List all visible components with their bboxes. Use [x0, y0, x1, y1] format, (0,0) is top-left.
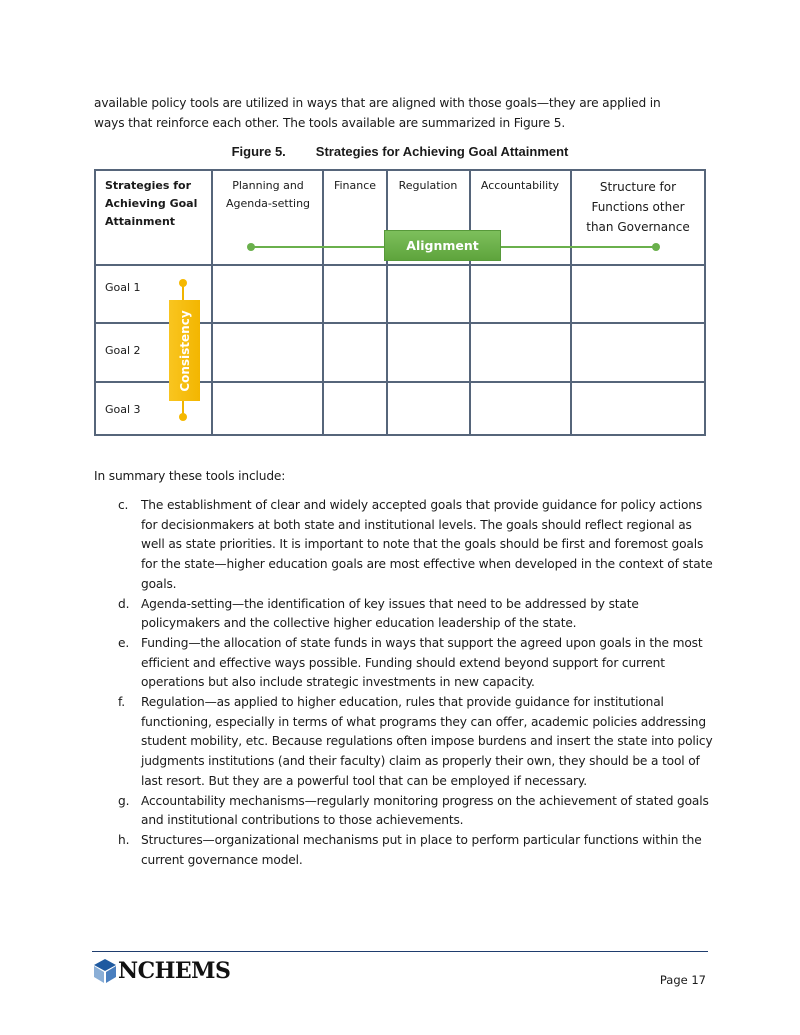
list-marker: e.: [118, 635, 130, 650]
list-item: [94, 595, 714, 634]
list-marker: c.: [118, 498, 129, 512]
consistency-box: [169, 300, 200, 401]
list-marker: f.: [118, 695, 125, 710]
list-item: [94, 792, 714, 831]
header-accountability: Accountability: [480, 179, 560, 192]
list-marker: g.: [118, 793, 130, 808]
intro-paragraph: [94, 93, 714, 133]
list-item-text: Regulation—as applied to higher education, rules that provide guidance for institutional functioning, especially in terms of what programs they can offer, academic policies addressing student mobility, etc. Because regulations often impose burdens and insert the state into policy judgments institutions (and their faculty) claim as properly their own, they should be a tool of last resort. But they are a powerful tool that can be employed if necessary.: [141, 695, 713, 788]
logo-text: NCHEMS: [118, 958, 231, 984]
figure-number: Figure 5.: [231, 144, 286, 159]
table-divider: [96, 264, 704, 266]
header-finance: Finance: [333, 179, 377, 192]
table-divider: [322, 171, 324, 434]
alignment-label: Alignment: [384, 230, 501, 261]
summary-lead: In summary these tools include:: [94, 469, 286, 483]
footer-divider: [92, 951, 708, 952]
figure-caption: Strategies for Achieving Goal Attainment: [315, 144, 569, 159]
alignment-end-dot: [652, 243, 660, 251]
consistency-end-dot: [179, 413, 187, 421]
page-number: Page 17: [659, 973, 706, 987]
summary-list: [94, 496, 714, 870]
strategies-table: [94, 169, 706, 436]
intro-line-1: available policy tools are utilized in ways that are aligned with those goals—they are applied in: [94, 96, 661, 110]
header-planning: Planning and Agenda-setting: [225, 179, 311, 210]
list-item-text: Agenda-setting—the identification of key issues that need to be addressed by state policymakers and the collective higher education leadership of the state.: [141, 596, 639, 631]
figure-title: [0, 144, 800, 159]
list-marker: h.: [118, 832, 130, 847]
goal-2-label: Goal 2: [105, 344, 141, 357]
list-item-text: Funding—the allocation of state funds in ways that support the agreed upon goals in the most efficient and effective ways possible. Funding should extend beyond support for current operations but also include strategic investments in new capacity.: [141, 635, 703, 690]
intro-line-2: ways that reinforce each other. The tools available are summarized in Figure 5.: [94, 116, 566, 130]
consistency-label: Consistency: [177, 309, 192, 392]
goal-1-label: Goal 1: [105, 281, 141, 294]
table-divider: [386, 171, 388, 434]
header-strategies: Strategies for Achieving Goal Attainment: [105, 179, 198, 228]
list-item: [94, 693, 714, 792]
list-item-text: The establishment of clear and widely accepted goals that provide guidance for policy actions for decisionmakers at both state and institutional levels. The goals should reflect regional as well as state priorities. It is important to note that the goals should be first and foremost goals for the state—higher education goals are most effective when developed in the context of state goals.: [141, 498, 713, 591]
list-item: [94, 831, 714, 870]
cube-icon: [93, 958, 117, 984]
list-item: [94, 496, 714, 595]
consistency-start-dot: [179, 279, 187, 287]
nchems-logo: [93, 958, 230, 984]
list-marker: d.: [118, 596, 130, 611]
list-item-text: Structures—organizational mechanisms put in place to perform particular functions within the current governance model.: [141, 832, 702, 867]
header-regulation: Regulation: [398, 179, 458, 192]
goal-3-label: Goal 3: [105, 403, 141, 416]
list-item-text: Accountability mechanisms—regularly monitoring progress on the achievement of stated goals and institutional contributions to those achievements.: [141, 793, 709, 828]
table-divider: [570, 171, 572, 434]
header-structure: Structure for Functions other than Governance: [586, 180, 690, 234]
alignment-start-dot: [247, 243, 255, 251]
table-divider: [469, 171, 471, 434]
list-item: [94, 634, 714, 693]
